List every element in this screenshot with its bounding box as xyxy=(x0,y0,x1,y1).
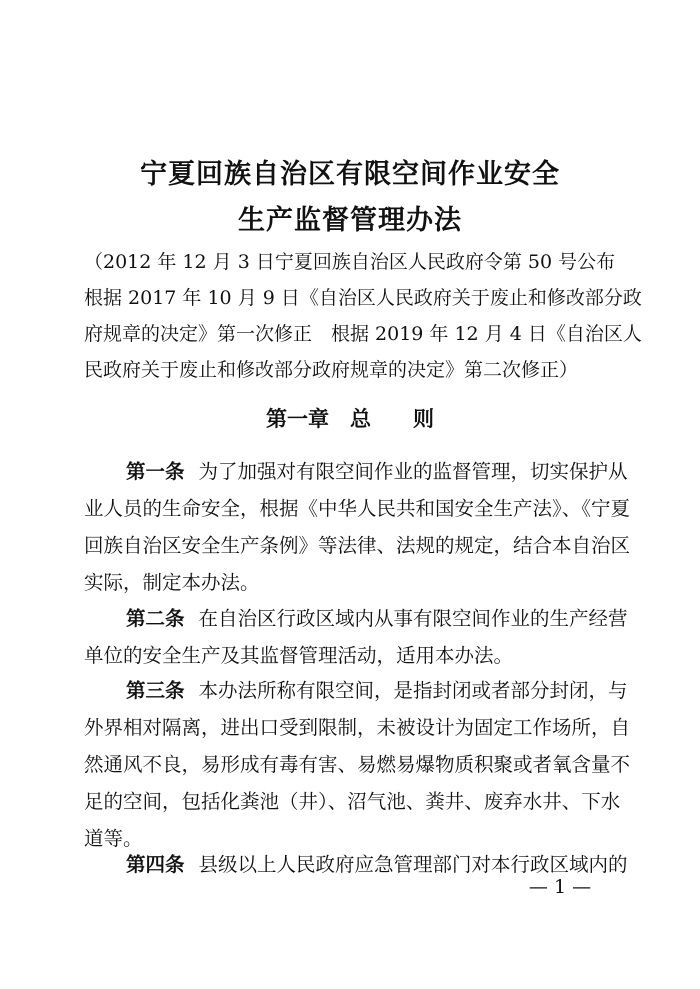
revision-note-line: （2012 年 12 月 3 日宁夏回族自治区人民政府令第 50 号公布 xyxy=(84,251,616,273)
article-label: 第三条 xyxy=(126,679,185,702)
article-3 xyxy=(84,672,631,857)
article-2 xyxy=(84,600,628,674)
article-text: 在自治区行政区域内从事有限空间作业的生产经营 xyxy=(198,607,628,630)
article-line: 然通风不良，易形成有毒有害、易燃易爆物质积聚或者氧含量不 xyxy=(84,753,631,776)
document-title-line-2: 生产监督管理办法 xyxy=(238,205,462,236)
chapter-heading: 第一章 总 则 xyxy=(266,406,434,431)
article-label: 第一条 xyxy=(126,460,185,483)
article-text: 本办法所称有限空间，是指封闭或者部分封闭，与 xyxy=(198,679,628,702)
revision-note-line: 府规章的决定》第一次修正 根据 2019 年 12 月 4 日《自治区人 xyxy=(84,323,642,345)
page-number: — 1 — xyxy=(528,876,592,898)
article-line: 回族自治区安全生产条例》等法律、法规的规定，结合本自治区 xyxy=(84,534,631,557)
article-line: 业人员的生命安全，根据《中华人民共和国安全生产法》、《宁夏 xyxy=(84,497,631,520)
article-line: 实际，制定本办法。 xyxy=(84,571,260,594)
article-text: 县级以上人民政府应急管理部门对本行政区域内的 xyxy=(198,853,628,876)
article-line xyxy=(84,672,628,709)
revision-note-line: 民政府关于废止和修改部分政府规章的决定》第二次修正） xyxy=(84,359,579,381)
article-line: 道等。 xyxy=(84,827,143,850)
revision-note xyxy=(84,244,642,388)
article-line: 单位的安全生产及其监督管理活动，适用本办法。 xyxy=(84,644,514,667)
article-line: 外界相对隔离，进出口受到限制，未被设计为固定工作场所，自 xyxy=(84,716,631,739)
article-label: 第二条 xyxy=(126,607,185,630)
article-text: 为了加强对有限空间作业的监督管理，切实保护从 xyxy=(198,460,628,483)
article-line xyxy=(84,600,628,637)
article-label: 第四条 xyxy=(126,853,185,876)
article-line xyxy=(84,453,628,490)
article-line: 足的空间，包括化粪池（井）、沼气池、粪井、废弃水井、下水 xyxy=(84,790,621,813)
document-title-line-1: 宁夏回族自治区有限空间作业安全 xyxy=(140,159,560,190)
article-1 xyxy=(84,453,631,601)
revision-note-line: 根据 2017 年 10 月 9 日《自治区人民政府关于废止和修改部分政 xyxy=(84,287,642,309)
